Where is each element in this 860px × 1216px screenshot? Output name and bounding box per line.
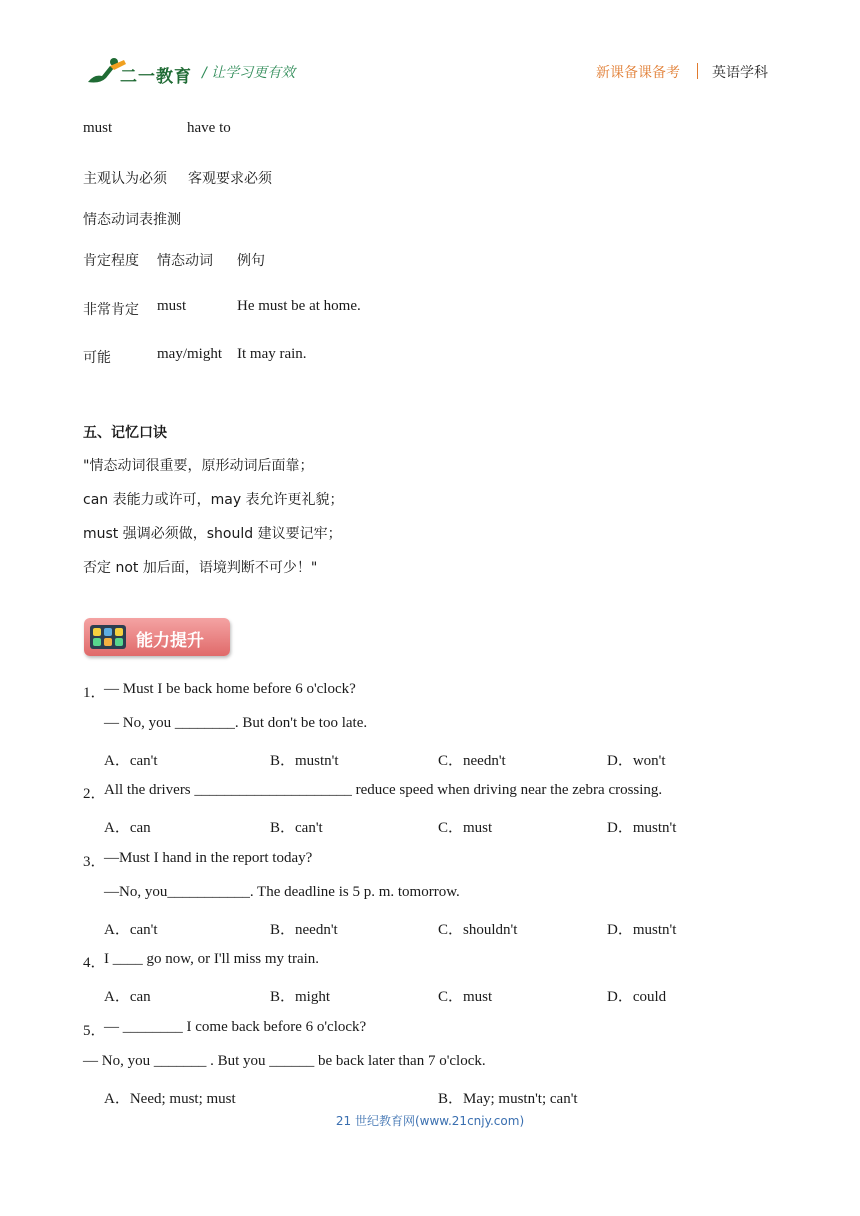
ability-banner xyxy=(84,618,230,656)
option-b[interactable]: B．mustn't xyxy=(270,753,339,769)
question-text: I ____ go now, or I'll miss my train. xyxy=(104,951,320,967)
question-text: All the drivers _____________________ reduce speed when driving near the zebra crossing. xyxy=(104,782,663,798)
subjective-text: 主观认为必须 xyxy=(83,171,167,187)
question-number: 2． xyxy=(83,786,106,802)
option-c[interactable]: C．shouldn't xyxy=(438,922,518,938)
option-b[interactable]: B．might xyxy=(270,989,331,1005)
header-certainty: 肯定程度 xyxy=(83,253,139,269)
question-number: 5． xyxy=(83,1023,106,1039)
logo-text: 二一教育 xyxy=(120,67,192,87)
banner-label: 能力提升 xyxy=(136,631,204,651)
question-text: — Must I be back home before 6 o'clock? xyxy=(104,681,356,697)
option-d[interactable]: D．mustn't xyxy=(607,820,677,836)
mnemonic-line: 否定 not 加后面，语境判断不可少！" xyxy=(83,560,318,576)
course-label: 新课备课备考 xyxy=(596,65,680,81)
header-modal: 情态动词 xyxy=(157,253,213,269)
question-text: — No, you _______ . But you ______ be back later than 7 o'clock. xyxy=(83,1053,486,1069)
row1-modal: must xyxy=(157,298,187,314)
page-header xyxy=(0,0,860,100)
option-c[interactable]: C．must xyxy=(438,989,493,1005)
option-a[interactable]: A．can xyxy=(104,989,151,1005)
option-a[interactable]: A．can't xyxy=(104,753,158,769)
row2-modal: may/might xyxy=(157,346,222,362)
row1-certainty: 非常肯定 xyxy=(83,302,139,318)
row1-example: He must be at home. xyxy=(237,298,361,314)
header-divider xyxy=(697,63,698,79)
option-b[interactable]: B．May; mustn't; can't xyxy=(438,1091,578,1107)
question-text: —No, you___________. The deadline is 5 p. m. tomorrow. xyxy=(104,884,460,900)
question-text: — ________ I come back before 6 o'clock? xyxy=(104,1019,367,1035)
question-text: — No, you ________. But don't be too late. xyxy=(104,715,368,731)
option-d[interactable]: D．won't xyxy=(607,753,666,769)
mnemonic-heading: 五、记忆口诀 xyxy=(83,425,167,441)
question-number: 4． xyxy=(83,955,106,971)
mnemonic-line: "情态动词很重要，原形动词后面靠； xyxy=(83,458,314,474)
have-to-label: have to xyxy=(187,120,231,136)
option-c[interactable]: C．must xyxy=(438,820,493,836)
objective-text: 客观要求必须 xyxy=(188,171,272,187)
question-number: 1． xyxy=(83,685,106,701)
option-d[interactable]: D．could xyxy=(607,989,667,1005)
must-label: must xyxy=(83,120,113,136)
row2-example: It may rain. xyxy=(237,346,307,362)
option-c[interactable]: C．needn't xyxy=(438,753,506,769)
slogan: / 让学习更有效 xyxy=(202,65,296,81)
footer-link[interactable]: 21 世纪教育网(www.21cnjy.com) xyxy=(335,1114,525,1128)
mnemonic-line: can 表能力或许可，may 表允许更礼貌； xyxy=(83,492,344,508)
option-d[interactable]: D．mustn't xyxy=(607,922,677,938)
mnemonic-line: must 强调必须做，should 建议要记牢； xyxy=(83,526,342,542)
question-number: 3． xyxy=(83,854,106,870)
option-a[interactable]: A．can xyxy=(104,820,151,836)
question-text: —Must I hand in the report today? xyxy=(104,850,313,866)
option-a[interactable]: A．can't xyxy=(104,922,158,938)
option-b[interactable]: B．needn't xyxy=(270,922,338,938)
chart-icon xyxy=(90,625,126,649)
inference-title: 情态动词表推测 xyxy=(83,212,181,228)
option-a[interactable]: A．Need; must; must xyxy=(104,1091,236,1107)
row2-certainty: 可能 xyxy=(83,350,111,366)
option-b[interactable]: B．can't xyxy=(270,820,323,836)
header-example: 例句 xyxy=(237,253,265,269)
subject-label: 英语学科 xyxy=(712,65,768,81)
